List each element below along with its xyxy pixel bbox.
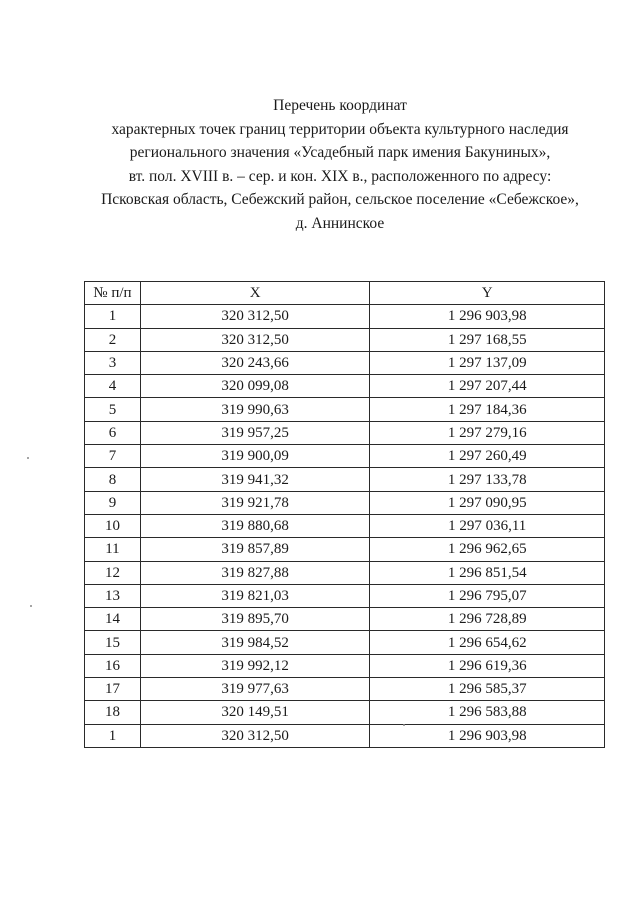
cell-y: 1 296 728,89 [370, 608, 605, 631]
heading-line: Перечень координат [273, 97, 407, 114]
column-header-number: № п/п [85, 282, 141, 305]
cell-y: 1 297 090,95 [370, 491, 605, 514]
cell-x: 319 941,32 [140, 468, 370, 491]
heading-line: вт. пол. XVIII в. – сер. и кон. XIX в., расположенного по адресу: [128, 167, 552, 185]
cell-x: 319 921,78 [140, 491, 370, 514]
cell-number: 17 [85, 678, 141, 701]
cell-x: 319 895,70 [140, 608, 370, 631]
table-row [85, 724, 605, 747]
cell-number: 4 [85, 375, 141, 398]
heading-line: регионального значения «Усадебный парк имения Бакуниных», [129, 144, 551, 161]
cell-number: 8 [85, 468, 141, 491]
table-row [85, 421, 605, 444]
cell-y: 1 297 168,55 [370, 328, 605, 351]
cell-y: 1 297 133,78 [370, 468, 605, 491]
cell-y: 1 296 619,36 [370, 654, 605, 677]
cell-number: 13 [85, 584, 141, 607]
cell-number: 16 [85, 654, 141, 677]
cell-number: 15 [85, 631, 141, 654]
table-row [85, 351, 605, 374]
cell-y: 1 297 260,49 [370, 445, 605, 468]
cell-y: 1 296 585,37 [370, 678, 605, 701]
cell-x: 319 827,88 [140, 561, 370, 584]
table-row [85, 491, 605, 514]
cell-x: 319 880,68 [140, 514, 370, 537]
scan-speck [27, 457, 29, 459]
cell-x: 320 312,50 [140, 305, 370, 328]
cell-x: 320 099,08 [140, 375, 370, 398]
cell-x: 319 900,09 [140, 445, 370, 468]
cell-x: 319 957,25 [140, 421, 370, 444]
cell-number: 2 [85, 328, 141, 351]
cell-number: 7 [85, 445, 141, 468]
column-header-x: X [140, 282, 370, 305]
coordinates-table [84, 281, 605, 748]
column-header-y: Y [370, 282, 605, 305]
cell-x: 320 243,66 [140, 351, 370, 374]
cell-number: 12 [85, 561, 141, 584]
heading-line: д. Аннинское [295, 214, 385, 232]
table-body [85, 305, 605, 748]
heading-line: характерных точек границ территории объекта культурного наследия [111, 120, 569, 138]
table-row [85, 445, 605, 468]
table-header-row [85, 282, 605, 305]
cell-y: 1 296 903,98 [370, 305, 605, 328]
cell-number: 3 [85, 351, 141, 374]
table-row [85, 631, 605, 654]
table-row [85, 701, 605, 724]
cell-x: 319 992,12 [140, 654, 370, 677]
cell-x: 319 990,63 [140, 398, 370, 421]
cell-number: 9 [85, 491, 141, 514]
table-row [85, 678, 605, 701]
cell-y: 1 296 903,98 [370, 724, 605, 747]
scan-speck [403, 724, 405, 726]
document-heading [60, 94, 620, 235]
cell-y: 1 297 207,44 [370, 375, 605, 398]
cell-y: 1 296 654,62 [370, 631, 605, 654]
table-row [85, 305, 605, 328]
table-row [85, 608, 605, 631]
heading-line: Псковская область, Себежский район, сельское поселение «Себежское», [101, 191, 579, 208]
cell-y: 1 297 279,16 [370, 421, 605, 444]
table-row [85, 328, 605, 351]
cell-x: 319 984,52 [140, 631, 370, 654]
cell-number: 11 [85, 538, 141, 561]
cell-x: 320 149,51 [140, 701, 370, 724]
cell-number: 1 [85, 305, 141, 328]
cell-y: 1 297 137,09 [370, 351, 605, 374]
cell-y: 1 296 795,07 [370, 584, 605, 607]
cell-number: 10 [85, 514, 141, 537]
table-row [85, 538, 605, 561]
cell-number: 5 [85, 398, 141, 421]
cell-x: 320 312,50 [140, 328, 370, 351]
cell-number: 14 [85, 608, 141, 631]
table-row [85, 654, 605, 677]
scan-speck [30, 605, 32, 607]
table-row [85, 398, 605, 421]
cell-y: 1 296 583,88 [370, 701, 605, 724]
cell-x: 319 857,89 [140, 538, 370, 561]
cell-y: 1 297 184,36 [370, 398, 605, 421]
cell-y: 1 296 851,54 [370, 561, 605, 584]
cell-x: 319 821,03 [140, 584, 370, 607]
cell-number: 6 [85, 421, 141, 444]
table-row [85, 514, 605, 537]
table-row [85, 468, 605, 491]
cell-x: 319 977,63 [140, 678, 370, 701]
cell-number: 18 [85, 701, 141, 724]
cell-x: 320 312,50 [140, 724, 370, 747]
table-row [85, 584, 605, 607]
table-row [85, 561, 605, 584]
cell-y: 1 297 036,11 [370, 514, 605, 537]
cell-y: 1 296 962,65 [370, 538, 605, 561]
table-row [85, 375, 605, 398]
cell-number: 1 [85, 724, 141, 747]
